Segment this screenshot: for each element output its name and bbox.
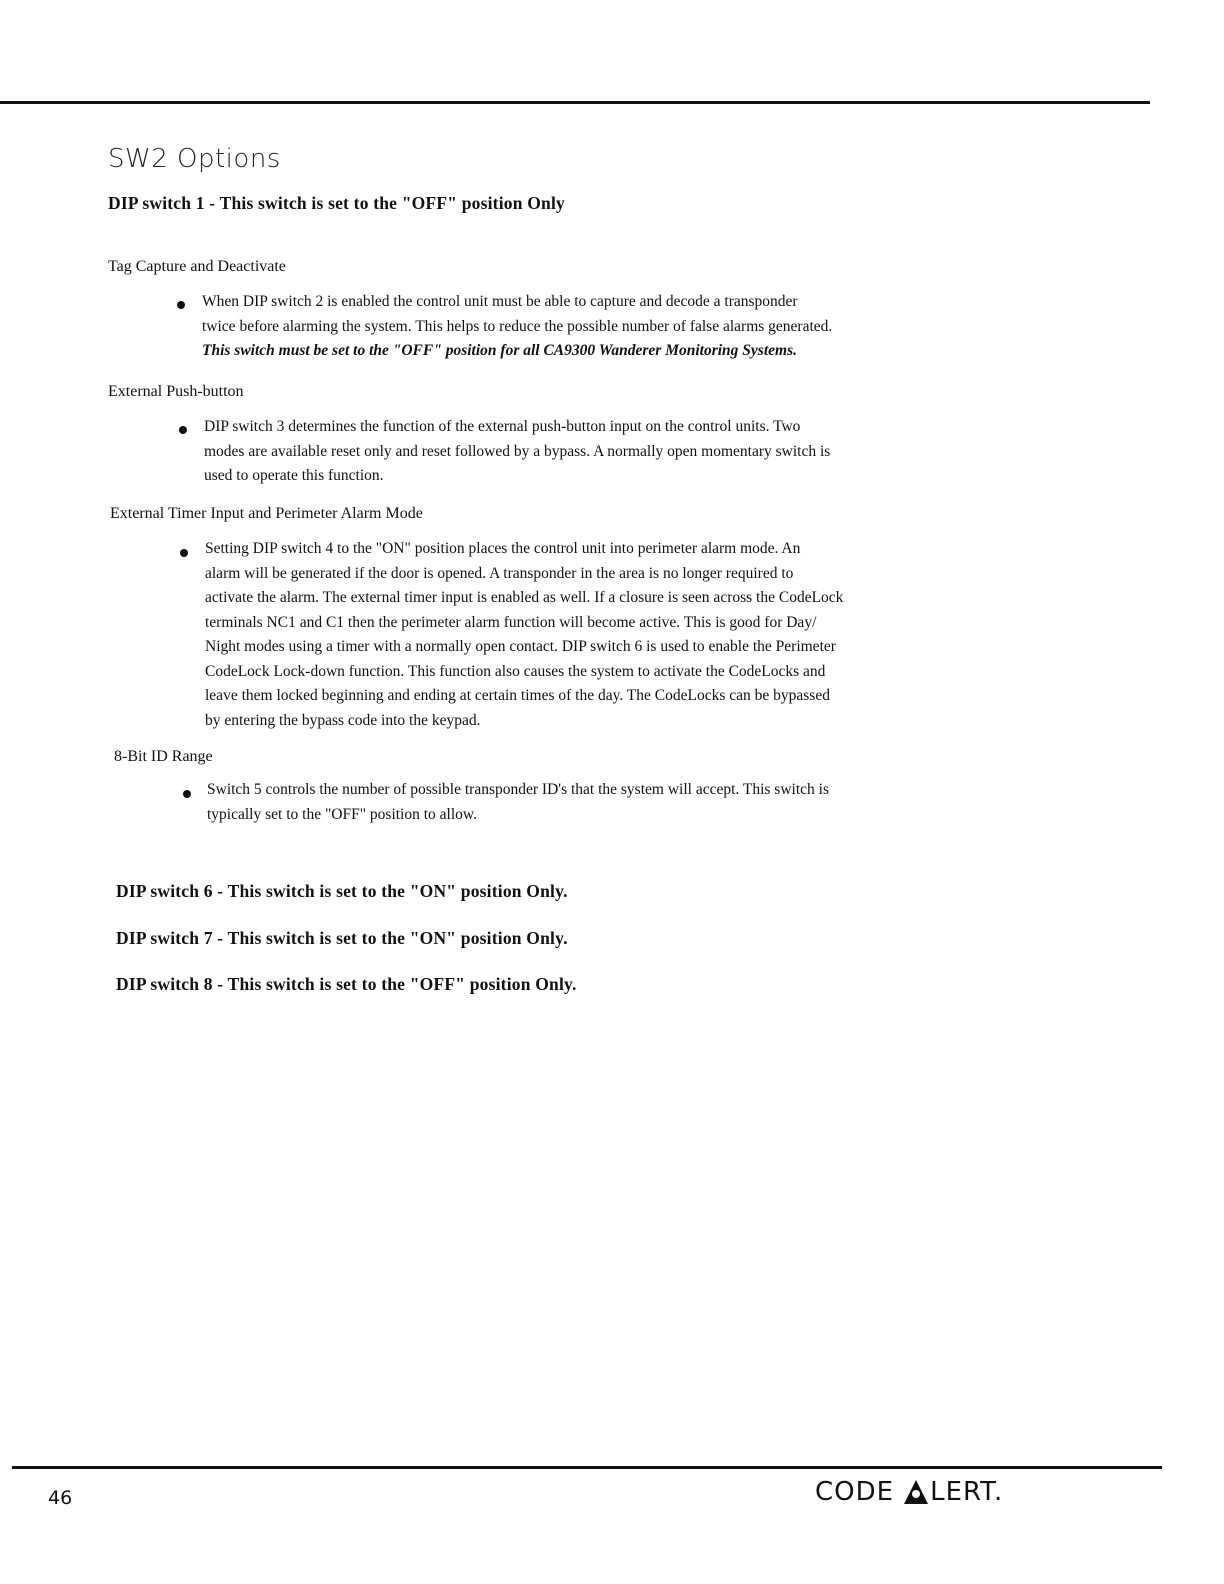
paragraph-line: When DIP switch 2 is enabled the control unit must be able to capture and decode a transponder (202, 293, 798, 310)
alert-triangle-icon (904, 1480, 928, 1504)
section-title: External Timer Input and Perimeter Alarm Mode (110, 505, 423, 522)
paragraph-line: used to operate this function. (204, 467, 384, 484)
paragraph-line-italic: This switch must be set to the "OFF" position for all CA9300 Wanderer Monitoring Systems. (202, 342, 797, 359)
paragraph-line: leave them locked beginning and ending at certain times of the day. The CodeLocks can be bypassed (205, 687, 830, 704)
paragraph-line: activate the alarm. The external timer input is enabled as well. If a closure is seen across the CodeLock (205, 589, 844, 606)
bullet-icon (180, 549, 188, 557)
dip-switch-7-line: DIP switch 7 - This switch is set to the "ON" position Only. (116, 928, 568, 948)
paragraph-line: twice before alarming the system. This helps to reduce the possible number of false alarms generated. (202, 317, 833, 335)
section-title: Tag Capture and Deactivate (108, 258, 286, 275)
page-title: SW2 Options (108, 144, 281, 174)
paragraph-line: by entering the bypass code into the keypad. (205, 711, 481, 729)
bottom-rule (12, 1466, 1162, 1469)
bullet-icon (179, 426, 187, 434)
bullet-icon (177, 301, 185, 309)
code-alert-logo (815, 1474, 1004, 1510)
logo-text-right: LERT. (930, 1477, 1004, 1507)
section-paragraph (207, 778, 1007, 827)
bullet-icon (183, 790, 191, 798)
dip-switch-1-line: DIP switch 1 - This switch is set to the "OFF" position Only (108, 193, 565, 213)
top-rule (0, 101, 1150, 104)
logo-text-left: CODE (815, 1477, 895, 1507)
paragraph-line: Setting DIP switch 4 to the "ON" position places the control unit into perimeter alarm mode. An (205, 540, 801, 557)
paragraph-line: CodeLock Lock-down function. This function also causes the system to activate the CodeLocks and (205, 662, 826, 680)
paragraph-line: alarm will be generated if the door is opened. A transponder in the area is no longer required to (205, 564, 794, 582)
dip-switch-8-line: DIP switch 8 - This switch is set to the "OFF" position Only. (116, 974, 577, 994)
paragraph-line: modes are available reset only and reset followed by a bypass. A normally open momentary switch is (204, 442, 831, 460)
page-number: 46 (48, 1487, 73, 1509)
paragraph-line: Switch 5 controls the number of possible transponder ID's that the system will accept. This switch is (207, 781, 829, 798)
paragraph-line: Night modes using a timer with a normally open contact. DIP switch 6 is used to enable the Perimeter (205, 638, 836, 655)
section-title: 8-Bit ID Range (114, 748, 213, 765)
section-paragraph (204, 415, 1004, 489)
section-title: External Push-button (108, 383, 244, 400)
dip-switch-6-line: DIP switch 6 - This switch is set to the "ON" position Only. (116, 881, 568, 901)
paragraph-line: terminals NC1 and C1 then the perimeter alarm function will become active. This is good for Day/ (205, 613, 817, 631)
paragraph-line: typically set to the "OFF" position to allow. (207, 805, 477, 823)
section-paragraph (202, 290, 1002, 364)
paragraph-line: DIP switch 3 determines the function of the external push-button input on the control units. Two (204, 418, 801, 435)
section-paragraph (205, 537, 1005, 733)
